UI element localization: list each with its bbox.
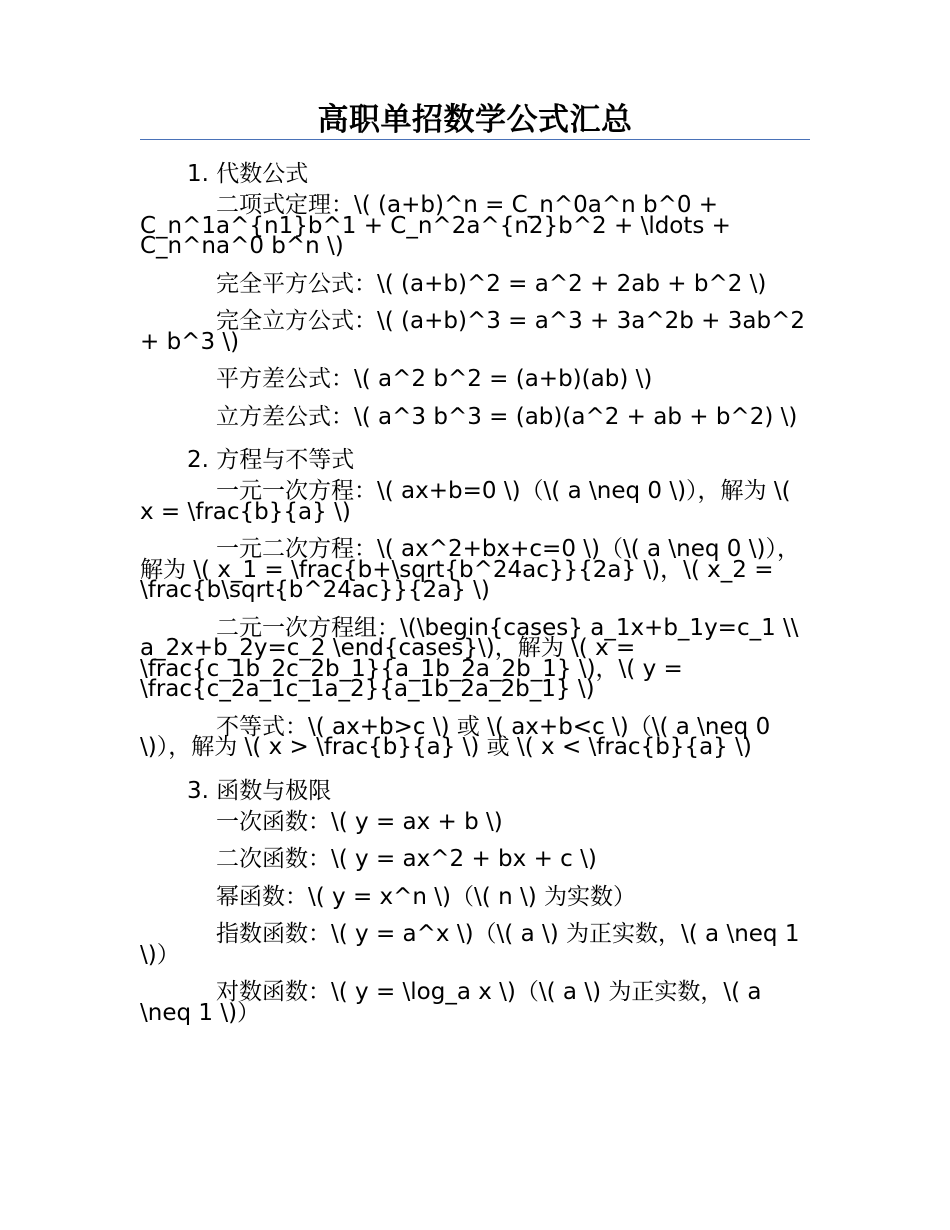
formula-perfect-square: 完全平方公式：\( (a+b)^2 = a^2 + 2ab + b^2 \)	[216, 270, 767, 297]
formula-linear-system: 二元一次方程组：\(\begin{cases} a_1x+b_1y=c_1 \\ a_2x+b_2y=c_2 \end{cases}\)，解为 \( x = \frac{c_1b_2c_2b_1}{a_1b_2a_2b_1} \)，\( y = \frac{c_2a_1c_1a_2}{a_1b_2a_2b_1} \)	[140, 614, 799, 702]
formula-linear-equation: 一元一次方程：\( ax+b=0 \)（\( a \neq 0 \)），解为 \( x = \frac{b}{a} \)	[140, 478, 791, 525]
formula-quadratic-equation: 一元二次方程：\( ax^2+bx+c=0 \)（\( a \neq 0 \)），解为 \( x_1 = \frac{b+\sqrt{b^24ac}}{2a} \)，\( x_2 = \frac{b\sqrt{b^24ac}}{2a} \)	[140, 536, 800, 603]
section-heading-equations: 2. 方程与不等式	[187, 447, 355, 473]
formula-quadratic-function: 二次函数：\( y = ax^2 + bx + c \)	[216, 846, 597, 872]
section-heading-functions: 3. 函数与极限	[187, 777, 332, 804]
formula-power-function: 幂函数：\( y = x^n \)（\( n \) 为实数）	[216, 883, 636, 910]
title-underline	[140, 139, 810, 140]
formula-perfect-cube: 完全立方公式：\( (a+b)^3 = a^3 + 3a^2b + 3ab^2 + b^3 \)	[140, 308, 805, 355]
formula-linear-function: 一次函数：\( y = ax + b \)	[216, 808, 503, 835]
formula-difference-of-squares: 平方差公式：\( a^2 b^2 = (a+b)(ab) \)	[216, 366, 653, 392]
document-body	[140, 158, 810, 1040]
document-title: 高职单招数学公式汇总	[317, 102, 633, 138]
formula-logarithmic-function: 对数函数：\( y = \log_a x \)（\( a \) 为正实数，\( a \neq 1 \)）	[140, 979, 762, 1026]
section-heading-algebra: 1. 代数公式	[187, 161, 309, 187]
formula-exponential-function: 指数函数：\( y = a^x \)（\( a \) 为正实数，\( a \neq 1 \)）	[140, 921, 800, 968]
formula-binomial-theorem: 二项式定理：\( (a+b)^n = C_n^0a^n b^0 + C_n^1a^{n1}b^1 + C_n^2a^{n2}b^2 + \ldots + C_n^na^0 b^n \)	[140, 192, 731, 259]
formula-inequality: 不等式：\( ax+b>c \) 或 \( ax+b<c \)（\( a \neq 0 \)），解为 \( x > \frac{b}{a} \) 或 \( x < \frac{b}{a} \)	[140, 713, 771, 760]
formula-difference-of-cubes: 立方差公式：\( a^3 b^3 = (ab)(a^2 + ab + b^2) \)	[216, 403, 798, 430]
